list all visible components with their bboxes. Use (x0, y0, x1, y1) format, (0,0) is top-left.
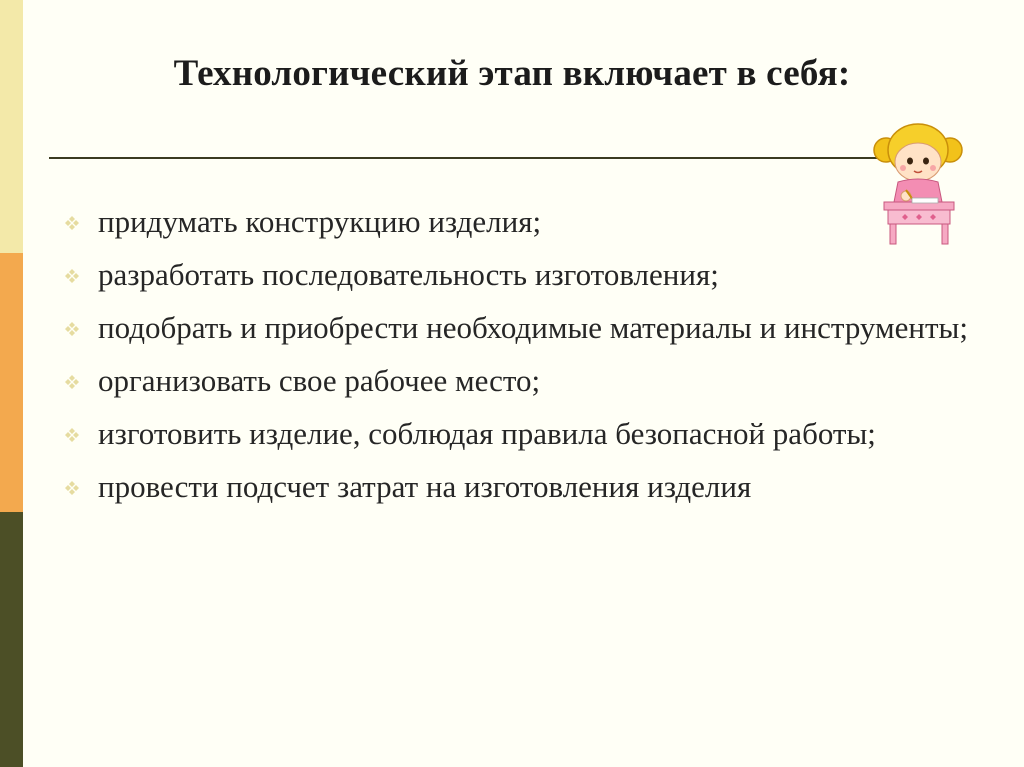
four-petal-diamond-icon (64, 480, 80, 496)
list-item (64, 363, 984, 399)
list-item-text: организовать свое рабочее место; (98, 363, 541, 398)
four-petal-diamond-icon (64, 321, 80, 337)
four-petal-diamond-icon (64, 427, 80, 443)
list-item-text: придумать конструкцию изделия; (98, 204, 542, 239)
list-item (64, 310, 984, 346)
side-stripe-bottom (0, 512, 23, 767)
list-item (64, 469, 984, 505)
list-item-text: изготовить изделие, соблюдая правила безопасной работы; (98, 416, 876, 451)
four-petal-diamond-icon (64, 268, 80, 284)
list-item (64, 416, 984, 452)
side-stripe-middle (0, 253, 23, 512)
list-item (64, 257, 984, 293)
four-petal-diamond-icon (64, 215, 80, 231)
list-item-text: подобрать и приобрести необходимые материалы и инструменты; (98, 310, 968, 345)
side-stripe-top (0, 0, 23, 253)
list-item-text: провести подсчет затрат на изготовления изделия (98, 469, 752, 504)
four-petal-diamond-icon (64, 374, 80, 390)
bullet-list (64, 204, 984, 522)
slide-title: Технологический этап включает в себя: (173, 53, 851, 94)
list-item (64, 204, 984, 240)
title-divider (49, 157, 889, 159)
list-item-text: разработать последовательность изготовления; (98, 257, 719, 292)
